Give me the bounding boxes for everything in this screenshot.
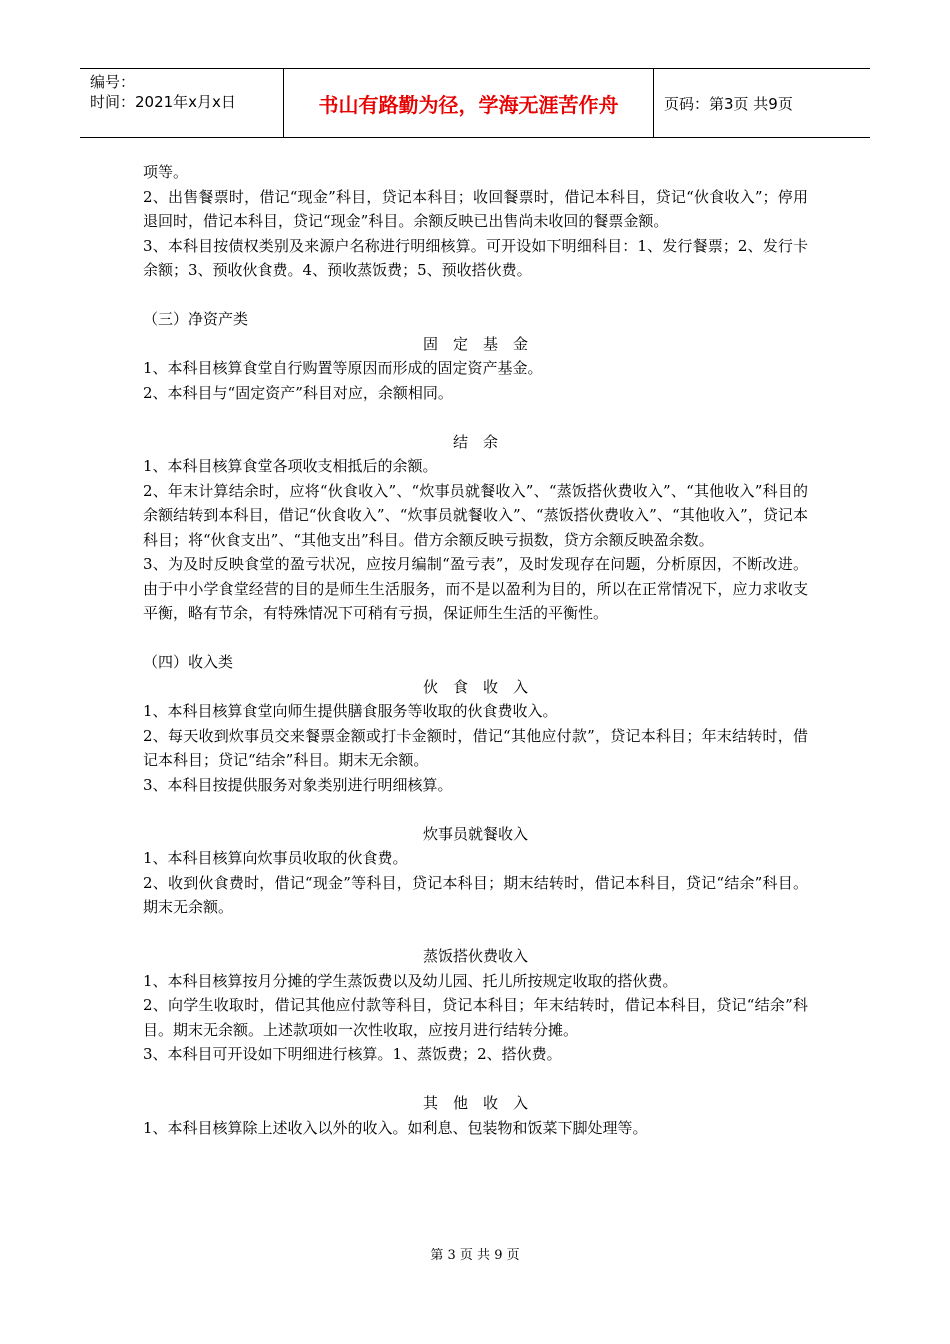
paragraph: 1、本科目核算食堂各项收支相抵后的余额。 [143,457,438,475]
subject-title: 固 定 基 金 [422,334,528,353]
spacer [143,626,808,651]
subject-title: 伙 食 收 入 [422,677,528,696]
paragraph: 1、本科目核算除上述收入以外的收入。如利息、包装物和饭菜下脚处理等。 [143,1118,648,1137]
spacer [143,283,808,308]
spacer [143,920,808,945]
header-page-info: 页码：第3页 共9页 [664,94,793,113]
paragraph: 2、年末计算结余时，应将“伙食收入”、“炊事员就餐收入”、“蒸饭搭伙费收入”、“其他收入”科目的余额结转到本科目，借记“伙食收入”、“炊事员就餐收入”、“蒸饭搭伙费收入”、“其他收入”，贷记本科目；将“伙食支出”、“其他支出”科目。借方余额反映亏损数，贷方余额反映盈余数。 [143,481,808,549]
section-heading: （三）净资产类 [143,310,249,328]
subject-title: 结 余 [452,432,498,451]
paragraph: 2、收到伙食费时，借记“现金”等科目，贷记本科目；期末结转时，借记本科目，贷记“结余”科目。期末无余额。 [143,873,808,916]
paragraph: 3、本科目按债权类别及来源户名称进行明细核算。可开设如下明细科目：1、发行餐票；2、发行卡余额；3、预收伙食费。4、预收蒸饭费；5、预收搭伙费。 [143,236,808,279]
paragraph: 2、出售餐票时，借记“现金”科目，贷记本科目；收回餐票时，借记本科目，贷记“伙食收入”；停用退回时，借记本科目，贷记“现金”科目。余额反映已出售尚未收回的餐票金额。 [143,187,808,230]
paragraph: 1、本科目核算按月分摊的学生蒸饭费以及幼儿园、托儿所按规定收取的搭伙费。 [143,971,678,990]
paragraph: 2、本科目与“固定资产”科目对应，余额相同。 [143,383,453,402]
paragraph: 3、本科目可开设如下明细进行核算。1、蒸饭费；2、搭伙费。 [143,1045,562,1063]
subject-title: 蒸饭搭伙费收入 [422,947,528,965]
header-date-label: 时间：2021年x月x日 [90,93,236,111]
header-number-label: 编号： [90,73,136,91]
spacer [143,405,808,430]
paragraph: 2、每天收到炊事员交来餐票金额或打卡金额时，借记“其他应付款”，贷记本科目；年末结转时，借记本科目；贷记“结余”科目。期末无余额。 [143,726,808,769]
paragraph: 1、本科目核算食堂自行购置等原因而形成的固定资产基金。 [143,359,543,377]
paragraph: 项等。 [143,163,189,181]
page-header [80,68,870,138]
header-meta [80,69,284,137]
paragraph: 2、向学生收取时，借记其他应付款等科目，贷记本科目；年末结转时，借记本科目，贷记“结余”科目。期末无余额。上述款项如一次性收取，应按月进行结转分摊。 [143,996,808,1039]
paragraph: 3、为及时反映食堂的盈亏状况，应按月编制“盈亏表”，及时发现存在问题，分析原因，不断改进。由于中小学食堂经营的目的是师生生活服务，而不是以盈利为目的，所以在正常情况下，应力求收支平衡，略有节余，有特殊情况下可稍有亏损，保证师生生活的平衡性。 [143,555,808,622]
spacer [143,797,808,822]
document-body [143,160,808,1140]
section-heading: （四）收入类 [143,653,234,671]
paragraph: 1、本科目核算食堂向师生提供膳食服务等收取的伙食费收入。 [143,702,558,720]
spacer [143,1067,808,1092]
paragraph: 1、本科目核算向炊事员收取的伙食费。 [143,849,408,867]
paragraph: 3、本科目按提供服务对象类别进行明细核算。 [143,775,453,794]
page-footer: 第 3 页 共 9 页 [430,1248,520,1263]
subject-title: 炊事员就餐收入 [422,824,528,843]
subject-title: 其 他 收 入 [422,1094,528,1112]
header-motto: 书山有路勤为径，学海无涯苦作舟 [284,69,654,137]
